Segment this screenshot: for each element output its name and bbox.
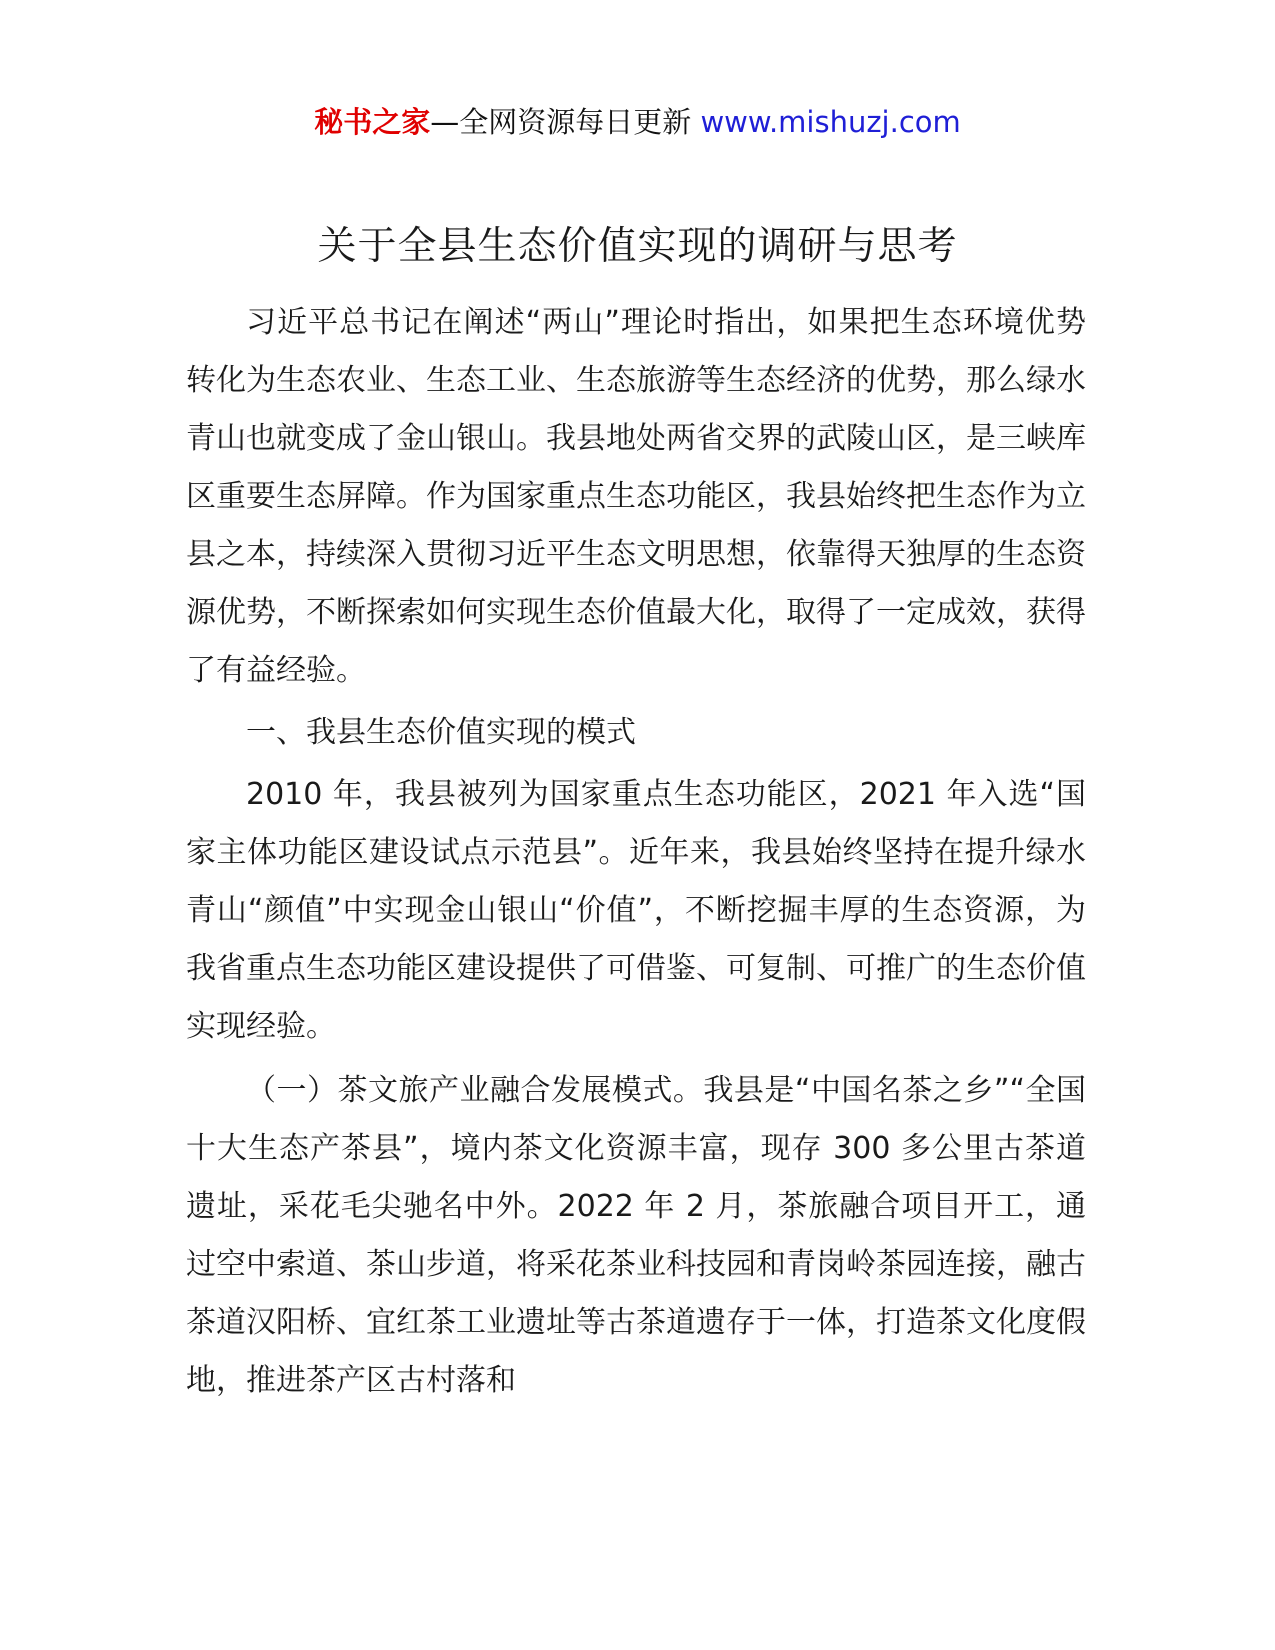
paragraph-subsection-1: （一）茶文旅产业融合发展模式。我县是“中国名茶之乡”“全国十大生态产茶县”，境内茶文化资源丰富，现存 300 多公里古茶道遗址，采花毛尖驰名中外。2022 年 2 月，茶旅融合项目开工，通过空中索道、茶山步道，将采花茶业科技园和青岗岭茶园连接，融古茶道汉阳桥、宜红茶工业遗址等古茶道遗存于一体，打造茶文化度假地，推进茶产区古村落和 (186, 1073, 1086, 1398)
site-slogan: —全网资源每日更新 (430, 105, 692, 139)
document-title: 关于全县生态价值实现的调研与思考 (317, 224, 958, 269)
paragraph-intro: 习近平总书记在阐述“两山”理论时指出，如果把生态环境优势转化为生态农业、生态工业、生态旅游等生态经济的优势，那么绿水青山也就变成了金山银山。我县地处两省交界的武陵山区，是三峡库区重要生态屏障。作为国家重点生态功能区，我县始终把生态作为立县之本，持续深入贯彻习近平生态文明思想，依靠得天独厚的生态资源优势，不断探索如何实现生态价值最大化，取得了一定成效，获得了有益经验。 (186, 305, 1086, 688)
site-header (0, 102, 1275, 142)
site-url-link[interactable]: www.mishuzj.com (700, 105, 961, 139)
section-heading-1: 一、我县生态价值实现的模式 (246, 715, 636, 750)
document-body (186, 294, 1086, 1410)
site-brand: 秘书之家 (314, 105, 431, 139)
paragraph-section-1: 2010 年，我县被列为国家重点生态功能区，2021 年入选“国家主体功能区建设试点示范县”。近年来，我县始终坚持在提升绿水青山“颜值”中实现金山银山“价值”，不断挖掘丰厚的生态资源，为我省重点生态功能区建设提供了可借鉴、可复制、可推广的生态价值实现经验。 (186, 777, 1086, 1044)
